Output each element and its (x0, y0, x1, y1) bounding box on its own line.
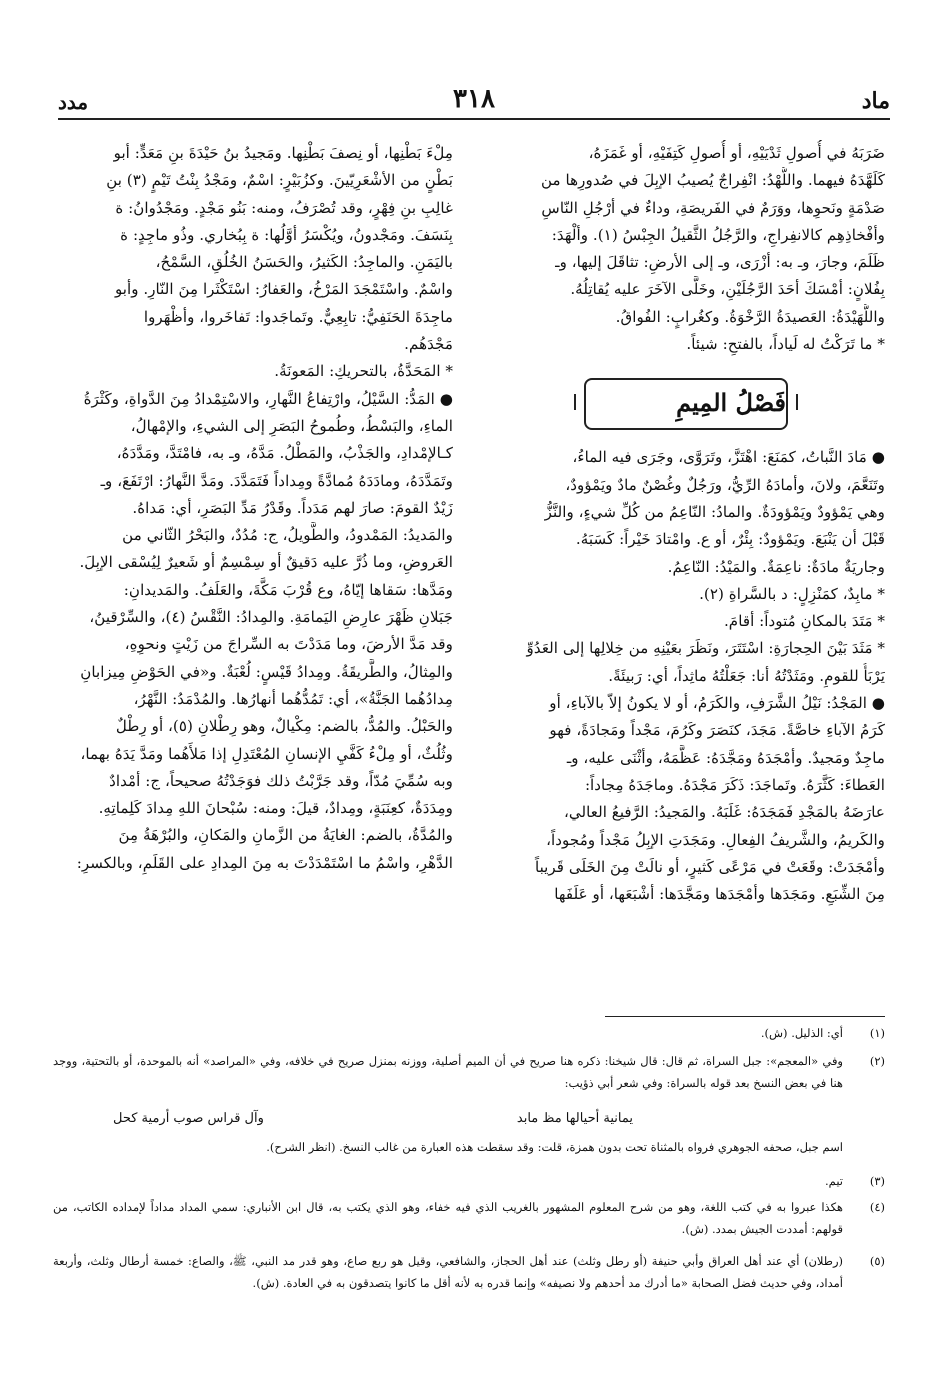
footnote-text: تيم. (825, 1174, 843, 1188)
footnote-text: اسم جبل، صحفه الجوهري فرواه بالمثناة تحت بدون همزة، قلت: وقد سقطت هذه العبارة من غالب النسخ. (انظر الشرح). (266, 1140, 843, 1154)
text-line: * مَتَدَ بالمكانِ مُتوداً: أقامَ. (723, 612, 885, 631)
text-line: وبه سُمِّيَ مُدّاً، وقد جَرَّبْتُ ذلك فوَجَدْتُهُ صحيحاً، ج: أمْدادٌ (109, 771, 453, 790)
text-line: واللُّهَيْدَةُ: العَصيدَةُ الرَّخْوَةُ. وكغُرابٍ: الفُواقُ. (615, 307, 885, 326)
text-line: العَروضِ، وما ذُرَّ عليه دَقيقٌ أو سِمْسِمٌ أو شَعيرٌ لِيُسْقى الإبِلَ. (79, 553, 453, 572)
text-line: مِنَ الشِّبَعِ. ومَجَدَها وأمْجَدَها ومَجَّدَها: أشْبَعَها، أو عَلَفَها (554, 885, 885, 904)
footnote-text: (رطلان) أي عند أهل العراق وأبي حنيفة (أو رطل وثلث) عند أهل الحجاز، والشافعي، وقيل هو ربع صاع، وهو قدر مد النبي، ﷺ، والصاع: خمسة أرطال وثلث، وأربعة أمداد، وفي حديث فضل الصحابة «ما أدرك مد أحدهم ولا نصيفه» وإنما قدره به لأنه أقل ما كانوا يتصدقون به في العادة. (ش). (53, 1254, 843, 1290)
right-column (487, 140, 885, 908)
text-line: والحَبْلُ. والمُدُّ، بالضم: مِكْيالٌ، وهو رِطْلانِ (٥)، أو رِطْلٌ (115, 717, 453, 736)
verse-first-hemistich: يمانية أحيالها مظ مابد (516, 1111, 633, 1126)
header-entry-word: مدد (58, 90, 89, 114)
section-title: فَصْلُ المِيمِ (676, 388, 786, 418)
left-column-text (58, 140, 453, 877)
footnote-text: أي: الذليل. (ش). (760, 1026, 843, 1040)
text-line: صَدْمَةٍ ونَحوِها، ووَرَمٌ في الفَريصَةِ، وداءٌ في أرْجُلِ النّاسِ (541, 198, 885, 217)
page-number: ٣١٨ (453, 84, 495, 114)
text-line: يَرْبَأُ للقومِ. ومَثَدْتُهُ أنا: جَعَلْتُهُ ماثِداً، أي: رَبيئَةً. (608, 666, 885, 685)
footnote-verse (53, 1106, 885, 1138)
text-line: وقد مَدَّ الأرضَ، وما مَدَدْتَ به السِّراجَ من زَيْتٍ ونحوِهِ، (124, 635, 453, 654)
text-line: ماجِدٌ ومَجيدٌ. وأمْجَدَهُ ومَجَّدَهُ: عَظَّمَهُ، وأثْنَى عليه، وـ (566, 748, 885, 767)
text-line: قَبْلَ أن يَنْبَعَ. ويَمْؤودٌ: بِئْرٌ، أو ع. وامْتادَ خَيْراً: كَسَبَهُ. (575, 530, 885, 549)
text-line: العَطاءَ: كَثَّرَهُ. وتَماجَدَ: ذَكَرَ مَجْدَهُ. وماجَدَهُ مِجاداً: (584, 775, 885, 794)
text-line: * مَثَدَ بَيْنَ الحِجارَةِ: اسْتَتَرَ، ونَظَرَ بعَيْنِهِ من خِلالِها إلى العَدُوِّ (526, 639, 885, 658)
section-title-box (584, 378, 788, 430)
text-line: وهي يَمْؤودٌ ويَمْؤودَةٌ. والمادُ: النّاعِمُ من كُلِّ شيءٍ، والنَّزُّ (544, 502, 885, 521)
text-line: جَبَلانِ ظَهْرَ عارِضِ اليَمامَةِ. والمِدادُ: النَّقْسُ (٤)، والسِّرْقينُ، (89, 608, 453, 627)
footnote-number: (٥) (869, 1254, 885, 1268)
text-line: * ما تَرَكْتُ له لَياداً، بالفتحِ: شيئاً. (686, 335, 885, 354)
footnote-text: هكذا عبروا به في كتب اللغة، وهو من شرح المعلوم المشهور بالغريب الذي فيه خفاء، وهو الذي يكتب به، قال ابن الأنباري: سمي المداد مداداً لإمداده الكاتب، من قولهم: أمددت الجيش بمدد. (ش). (53, 1200, 843, 1236)
text-line: واسْمٌ. واسْتَمْجَدَ المَرْخُ، والعَفارُ: اسْتَكْثَرا مِنَ النّارِ. وأبو (114, 280, 453, 299)
text-line: بَطْنٍ من الأشْعَرِيّينَ. وكزُبَيْرٍ: اسْمٌ، ومَجْدُ بِنْتُ تَيْمٍ (٣) بنِ (106, 171, 453, 190)
footnote-4 (53, 1196, 885, 1240)
text-line: * مابِدٌ، كمَنْزِلٍ: د بالسَّراةِ (٢). (699, 584, 885, 603)
right-column-bottom-text (487, 444, 885, 908)
footnote-text: وفي «المعجم»: جبل السراة، ثم قال: قال شيخنا: ذكره هنا صريح في أن الميم أصلية، ووزنه بمنزل صريح في خلافه، وفي «المراصد» أنه بالموحدة، أو بالتحتية، ووجد هنا في بعض النسخ بعد قوله بالسراة: وفي شعر أبي ذؤيب: (53, 1054, 843, 1090)
text-line: وتَنَعَّمَ، ولانَ، وأمادَهُ الرِّيُّ، ورَجُلٌ وغُصْنٌ مادٌ ويَمْؤودٌ، (565, 475, 885, 494)
footnote-rule (605, 1016, 885, 1017)
footnote-1 (53, 1022, 885, 1044)
text-line: وأفْخاذِهِم كالانفِراجِ، والرَّجُلُ الثَّقيلُ الجِبْسُ (١). وألْهَدَ: (551, 225, 885, 244)
text-line: مِلْءَ بَطْنِها، أو نِصفَ بَطْنِها. ومَجيدُ بنُ حَيْدَةَ بنِ مَعَدٍّ: أبو (113, 144, 453, 162)
text-line: مَجْدَهُم. (404, 335, 453, 354)
text-line: كَلَهَّدَهُ فيهما. واللُّهْدُ: انْفِراجٌ يُصيبُ الإبِلَ في صُدورِها من (540, 171, 885, 190)
text-line: ظَلَمَ، وجارَ، وـ به: أزْرَى، وـ إلى الأرضِ: تثاقَلَ إليها، وـ (555, 253, 885, 272)
text-line: غالِبِ بنِ فِهْرٍ، وقد تُصْرَفُ، ومنه: بَنُو مَجْدٍ. ومَجْدُوانُ: ة (115, 198, 453, 217)
text-line: زَيْدٌ القومَ: صارَ لهم مَدَداً. وقَدْرُ مَدِّ البَصَرِ، أي: مَداهُ. (132, 498, 453, 517)
text-line: والمَديدُ: المَمْدودُ، والطَّويلُ، ج: مُدُدٌ، والبَحْرُ الثّاني من (122, 526, 453, 545)
text-line: كَرَمُ الآباءِ خاصَّةً. مَجَدَ، كنَصَرَ وكَرُمَ، مَجْداً ومَجادَةً، فهو (549, 721, 885, 740)
text-line: باليَمَنِ. والماجِدُ: الكَثيرُ، والحَسَنُ الخُلُقِ، السَّمْحُ، (155, 253, 453, 272)
footnote-number: (٣) (869, 1174, 885, 1188)
text-line: ضَرَبَهُ في أُصولِ ثَدْيَيْهِ، أو أُصولِ كَتِفَيْهِ، أو غَمَزَهُ، (588, 144, 885, 162)
text-line: وجاريَةٌ مادَةٌ: ناعِمَةٌ. والمَيْدُ: النّاعِمُ. (667, 557, 885, 576)
text-line: ماجِدَةَ الحَنَفِيُّ: تابِعِيٌّ. وتَماجَدوا: تَفاخَروا، وأظْهَروا (143, 307, 453, 326)
text-line: وأمْجَدَتْ: وقَعَتْ في مَرْعًى كَثيرٍ، أو نالَتْ مِنَ الخَلَى قَريباً (534, 857, 885, 876)
text-line: ● المَجْدُ: نَيْلُ الشَّرَفِ، والكَرَمُ، أو لا يكونُ إلاّ بالآباءِ، أو (549, 694, 885, 713)
text-line: * المَحَدَّةُ، بالتحريكِ: المَعونَةُ. (274, 362, 453, 381)
footnote-5 (53, 1250, 885, 1294)
footnote-2 (53, 1050, 885, 1094)
right-column-top-text (487, 140, 885, 358)
verse-line (113, 1108, 633, 1130)
text-line: وثُلُثٌ، أو مِلْءُ كَفَّيِ الإنسانِ المُعْتَدِلِ إذا مَلأَهُما ومَدَّ يَدَهُ بهما، (80, 744, 453, 763)
header-root-word: ماد (861, 88, 890, 114)
text-line: والمِثالُ، والطَّريقَةُ. ومِدادُ قَيْسٍ: لُعْبَةٌ. و«في الحَوْضِ مِيزابانِ (80, 662, 453, 681)
text-line: كـالإمْدادِ، والجَذْبُ، والمَطْلُ. مَدَّهُ، وـ به، فامْتَدَّ، ومَدَّدَهُ، (116, 444, 453, 463)
text-line: ومِدَدَةٌ، كعِنَبَةٍ، ومِدادٌ، قيلَ: ومنه: سُبْحانَ اللهِ مِدادَ كَلِماتِهِ. (98, 799, 453, 818)
footnote-3 (53, 1170, 885, 1192)
text-line: مِدادُهُما الجَنَّةُ»، أي: تَمُدُّهُما أنهارُها. والمُدْمَدُ: النَّهْرُ، (133, 689, 453, 708)
page-header (58, 84, 890, 120)
text-line: عارَضَهُ بالمَجْدِ فَمَجَدَهُ: غَلَبَهُ. والمَجيدُ: الرَّفيعُ العالي، (563, 803, 885, 822)
text-line: ● مَادَ النَّباتُ، كمَنَعَ: اهْتَزَّ، وتَرَوَّى، وجَرَى فيه الماءُ، (572, 448, 885, 467)
footnote-2-continued (53, 1136, 885, 1158)
footnote-number: (١) (869, 1026, 885, 1040)
text-line: والمُدَّةُ، بالضم: الغايَةُ من الزَّمانِ والمَكانِ، والبُرْهَةُ مِنَ (118, 826, 453, 845)
text-line: ● المَدُّ: السَّيْلُ، وارْتِفاعُ النَّهارِ، والاسْتِمْدادُ مِنَ الدَّواةِ، وكَثْرَةُ (83, 389, 453, 408)
footnote-number: (٤) (869, 1200, 885, 1214)
text-line: والكَريمُ، والشَّريفُ الفِعالِ. ومَجَدَتِ الإبِلُ مَجْداً ومُجوداً، (546, 830, 885, 849)
text-line: الدَّهْرِ، واسْمُ ما اسْتَمْدَدْتَ به مِنَ المِدادِ على القَلَمِ، وبالكسرِ: (76, 853, 453, 872)
footnote-number: (٢) (869, 1054, 885, 1068)
text-line: ومَدَّها: سَقاها إيّاهُ، وع قُرْبَ مَكَّةَ، والعَلَفُ. والمَديدانِ: (123, 580, 453, 599)
text-line: الماءِ، والبَسْطُ، وطُموحُ البَصَرِ إلى الشيءِ، والإمْهالُ، (130, 416, 453, 435)
text-line: بِفُلانٍ: أمْسَكَ أحَدَ الرَّجُلَيْنِ، وخَلَّى الآخَرَ عليه يُقاتِلُهُ. (570, 280, 885, 299)
left-column (58, 140, 453, 877)
text-line: بِنَسَفَ. ومَجْدونُ، ويُكْسَرُ أوَّلُها: ة بِبُخاري. وذُو ماجِدٍ: ة (120, 225, 453, 244)
text-line: وتَمَدَّدَهُ، ومادَدَهُ مُمادَّةً ومِداداً فَتَمَدَّدَ. ومَدَّ النَّهارُ: ارْتَفَعَ، وـ (100, 471, 453, 490)
verse-second-hemistich: وآل قراس صوب أرمية كحل (113, 1111, 264, 1126)
